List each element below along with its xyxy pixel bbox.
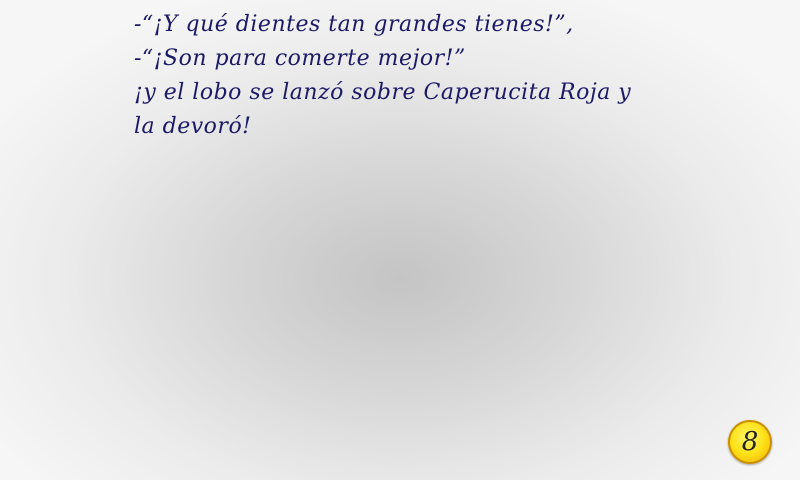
story-line: -“¡Son para comerte mejor!” [134, 46, 466, 71]
story-line: -“¡Y qué dientes tan grandes tienes!”, [134, 12, 574, 37]
story-line: ¡y el lobo se lanzó sobre Caperucita Roja y [134, 80, 632, 105]
story-line: la devoró! [134, 114, 252, 139]
page-number-button[interactable] [728, 420, 772, 464]
page-number-label: 8 [741, 427, 759, 457]
story-text [134, 8, 734, 144]
